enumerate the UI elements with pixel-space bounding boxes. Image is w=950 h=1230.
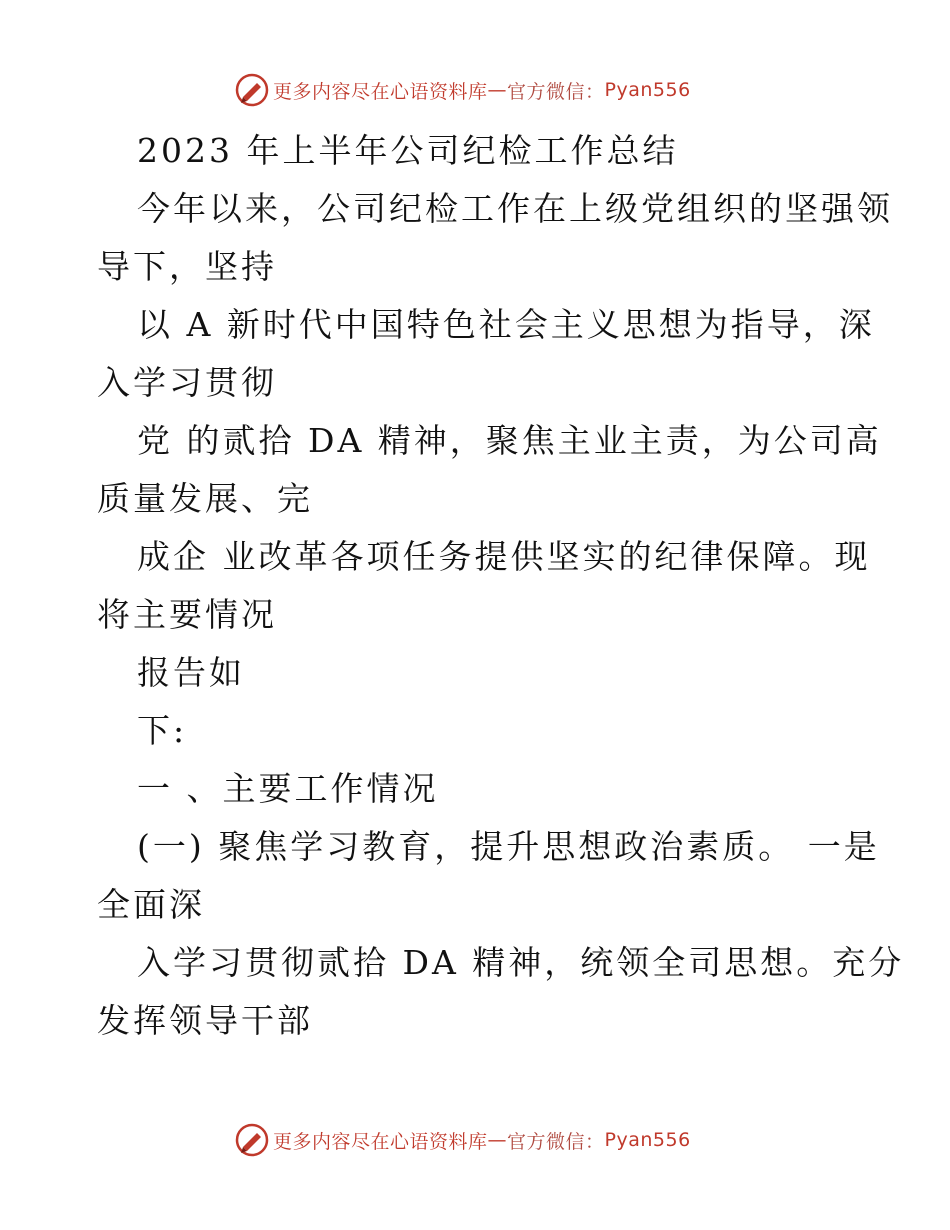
paragraph-line: 发挥领导干部 [97,1001,313,1040]
paragraph-line: 导下，坚持 [97,247,277,286]
paragraph-line: 报告如 [137,653,245,692]
banner-wechat-id: Pyan556 [604,1129,691,1151]
footer-watermark-banner [235,1120,691,1160]
banner-dash: — [487,79,508,101]
paragraph-line: 以 A 新时代中国特色社会主义思想为指导，深 [137,305,875,344]
paragraph-line: 党 的贰拾 DA 精神，聚焦主业主责，为公司高 [137,421,882,460]
paragraph-line: 今年以来，公司纪检工作在上级党组织的坚强领 [137,189,893,228]
paragraph-line: (一) 聚焦学习教育，提升思想政治素质。 一是 [137,827,880,866]
banner-text: 更多内容尽在心语资料库 [273,80,488,103]
banner-dash: — [487,1129,508,1151]
paragraph-line: 入学习贯彻 [97,363,277,402]
paragraph-line: 成企 业改革各项任务提供坚实的纪律保障。现 [137,537,871,576]
banner-wechat-label: 官方微信： [507,80,605,103]
paragraph-line: 入学习贯彻贰拾 DA 精神，统领全司思想。充分 [137,943,905,982]
paragraph-line: 质量发展、完 [97,479,313,518]
banner-wechat-id: Pyan556 [604,79,691,101]
pen-logo-icon [235,73,269,107]
pen-logo-icon [235,1123,269,1157]
section-heading: 一 、主要工作情况 [137,769,439,808]
paragraph-line: 下: [137,711,188,750]
banner-wechat-label: 官方微信： [507,1130,605,1153]
document-body [97,122,905,1050]
paragraph-line: 将主要情况 [97,595,277,634]
header-watermark-banner [235,70,691,110]
document-title: 2023 年上半年公司纪检工作总结 [137,131,679,170]
banner-text: 更多内容尽在心语资料库 [273,1130,488,1153]
paragraph-line: 全面深 [97,885,205,924]
